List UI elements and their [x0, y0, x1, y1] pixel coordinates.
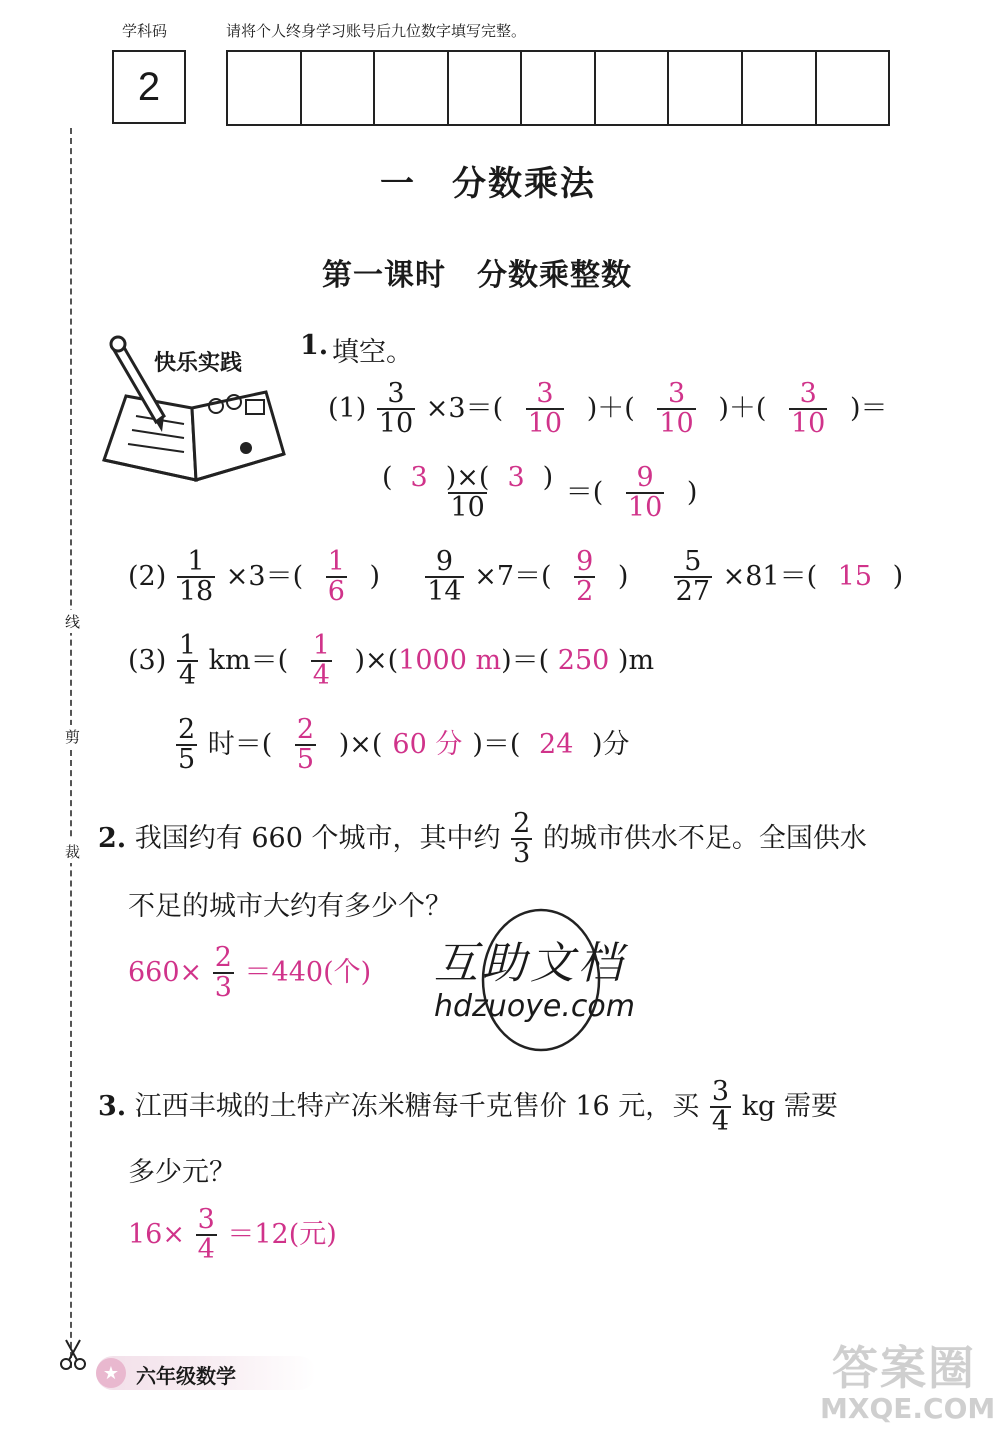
text: )＋(	[586, 392, 635, 424]
subject-code-box	[112, 50, 186, 124]
q3-line2: 多少元？	[128, 1157, 236, 1188]
answer-value: 60 分	[392, 728, 463, 760]
fraction: $\frac{1}{18}$	[178, 546, 214, 608]
answer-value: 1000 m	[398, 644, 502, 676]
digit-box[interactable]	[449, 52, 523, 124]
answer-fraction: $\frac{9}{10}$	[627, 462, 663, 524]
q1-p2: (2) $\frac{1}{18}$ ×3＝( $\frac{1}{6}$ ) $\frac{9}{14}$ ×7＝( $\frac{9}{2}$ ) $\frac{5}{27}$ ×81＝( 15 )	[128, 546, 904, 608]
fraction: $\frac{5}{27}$	[675, 546, 711, 608]
q2-answer: 660× $\frac{2}{3}$ ＝440(个)	[128, 942, 372, 1004]
q1-title: 填空。	[332, 337, 413, 368]
digit-box[interactable]	[596, 52, 670, 124]
q1-p3-tag: (3)	[128, 644, 167, 676]
q1-p2-tag: (2)	[128, 560, 167, 592]
q3-answer: 16× $\frac{3}{4}$ ＝12(元)	[128, 1204, 337, 1266]
answer-value: 24	[539, 728, 574, 760]
text: ＝(	[565, 476, 604, 508]
q1-p3-line1: (3) $\frac{1}{4}$ km＝( $\frac{1}{4}$ )×(1000 m)＝( 250 )m	[128, 630, 655, 692]
q2-line1: 2. 我国约有 660 个城市，其中约 $\frac{2}{3}$ 的城市供水不足。全国供水	[98, 808, 867, 870]
stamp-line2: hdzuoye.com	[434, 989, 635, 1024]
account-digit-boxes[interactable]	[226, 50, 890, 126]
practice-badge	[96, 330, 292, 490]
answer-value: 250	[557, 644, 610, 676]
answer-fraction: $\frac{3}{10}$	[659, 378, 694, 440]
text: ×3＝(	[425, 392, 504, 424]
watermark-bottom: MXQE.COM	[820, 1392, 996, 1425]
digit-box[interactable]	[302, 52, 376, 124]
account-instruction: 请将个人终身学习账号后九位数字填写完整。	[226, 22, 527, 40]
cut-word-trim: 裁	[62, 840, 83, 863]
answer-fraction: $\frac{9}{2}$	[576, 546, 594, 608]
fraction: $\frac{2}{3}$	[513, 808, 531, 870]
q2-number: 2.	[98, 822, 127, 854]
footer-label: 六年级数学	[136, 1364, 236, 1388]
stamp-line1: 互助文档	[434, 938, 626, 989]
digit-box[interactable]	[228, 52, 302, 124]
hdzuoye-stamp	[420, 905, 670, 1055]
q3-number: 3.	[98, 1090, 127, 1122]
answer-fraction: $\frac{3}{10}$	[527, 378, 563, 440]
subject-code-label: 学科码	[122, 22, 168, 40]
digit-box[interactable]	[817, 52, 889, 124]
digit-box[interactable]	[522, 52, 596, 124]
star-icon: ★	[96, 1358, 126, 1388]
answer-fraction: $\frac{2}{3}$	[214, 942, 232, 1004]
lesson-title: 第一课时 分数乘整数	[322, 258, 632, 293]
answer-fraction: $\frac{2}{5}$	[296, 714, 315, 776]
digit-box[interactable]	[375, 52, 449, 124]
fraction: $\frac{9}{14}$	[427, 546, 462, 608]
answer-fraction: $\frac{1}{4}$	[312, 630, 330, 692]
text: )＋(	[718, 392, 767, 424]
fraction: $\frac{1}{4}$	[178, 630, 197, 692]
scissors-icon	[58, 1338, 88, 1376]
fraction: $\frac{3}{4}$	[711, 1076, 730, 1138]
answer-fraction: $\frac{1}{6}$	[327, 546, 345, 608]
fraction: $\frac{( 3 )\times( 3 )}{10}$	[382, 462, 554, 524]
q1-number: 1.	[300, 330, 329, 361]
q2-line2: 不足的城市大约有多少个？	[128, 891, 452, 922]
fraction: $\frac{2}{5}$	[178, 714, 196, 776]
text: )＝	[849, 392, 888, 424]
digit-box[interactable]	[743, 52, 817, 124]
cut-line	[70, 128, 72, 1368]
q1-p3-line2: $\frac{2}{5}$ 时＝( $\frac{2}{5}$ )×( 60 分 )＝( 24 )分	[178, 714, 630, 776]
cut-word-line: 线	[62, 610, 83, 633]
q1-p1-line1	[328, 380, 887, 439]
q1-p1-line2	[378, 464, 697, 523]
subject-code-value: 2	[137, 64, 161, 109]
fraction: $\frac{3}{10}$	[378, 378, 414, 440]
text: )	[686, 476, 698, 508]
header-underline	[340, 124, 620, 126]
answer-value: 15	[837, 560, 873, 592]
q3-line1: 3. 江西丰城的土特产冻米糖每千克售价 16 元，买 $\frac{3}{4}$ kg 需要	[98, 1076, 838, 1138]
chapter-title: 一 分数乘法	[380, 164, 596, 204]
cut-word-cut: 剪	[62, 725, 83, 748]
answer-fraction: $\frac{3}{10}$	[790, 378, 826, 440]
answer-fraction: $\frac{3}{4}$	[197, 1204, 215, 1266]
badge-label: 快乐实践	[154, 351, 243, 376]
digit-box[interactable]	[669, 52, 743, 124]
watermark-top: 答案圈	[832, 1341, 976, 1395]
q1-p1-tag: (1)	[328, 392, 367, 424]
